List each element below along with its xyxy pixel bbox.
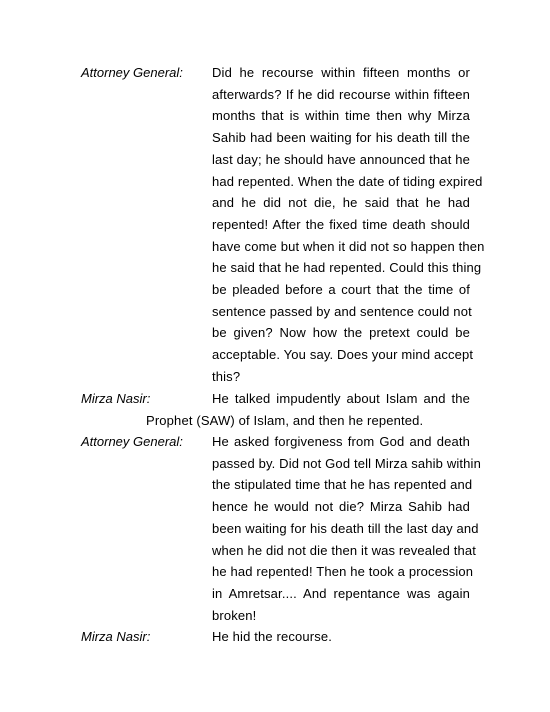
speech-line: afterwards? If he did recourse within fifteen	[212, 86, 470, 102]
speech-line: passed by. Did not God tell Mirza sahib within	[212, 455, 481, 471]
speech-line: be given? Now how the pretext could be	[212, 325, 470, 341]
speech-line: hence he would not die? Mirza Sahib had	[212, 499, 470, 515]
speech-line: and he did not die, he said that he had	[212, 195, 470, 211]
speech-line: he said that he had repented. Could this thing	[212, 260, 482, 276]
speech-text	[212, 626, 470, 648]
speech-line: he had repented! Then he took a procession	[212, 564, 474, 580]
speech-line: have come but when it did not so happen then	[212, 238, 485, 254]
speech-line: He talked impudently about Islam and the	[212, 391, 470, 406]
speech-line: this?	[212, 368, 241, 384]
speech-line: months that is within time then why Mirza	[212, 108, 470, 124]
speaker-label: Attorney General:	[81, 65, 183, 80]
speech-line: when he did not die then it was revealed that	[212, 542, 477, 558]
speech-text	[146, 388, 470, 431]
speech-continuation-line: Prophet (SAW) of Islam, and then he repented.	[146, 412, 424, 428]
dialogue-entry-3	[81, 431, 481, 626]
speech-text	[212, 431, 481, 626]
speech-line: the stipulated time that he has repented and	[212, 477, 473, 493]
speech-line: last day; he should have announced that he	[212, 151, 470, 167]
speech-line: be pleaded before a court that the time of	[212, 282, 470, 298]
speech-line: broken!	[212, 607, 257, 623]
speech-line: sentence passed by and sentence could not	[212, 303, 472, 319]
speech-line: been waiting for his death till the last day and	[212, 520, 479, 536]
speech-line: He hid the recourse.	[212, 629, 333, 644]
speech-line: He asked forgiveness from God and death	[212, 434, 470, 449]
speaker-label: Mirza Nasir:	[81, 391, 151, 406]
speech-line: had repented. When the date of tiding expired	[212, 173, 483, 189]
dialogue-entry-1	[81, 62, 485, 388]
speech-line: in Amretsar.... And repentance was again	[212, 585, 470, 601]
dialogue-entry-4	[81, 626, 470, 648]
dialogue-entry-2	[81, 388, 470, 431]
speech-text	[212, 62, 485, 388]
speech-line: Sahib had been waiting for his death till the	[212, 130, 470, 146]
speech-line: repented! After the fixed time death should	[212, 216, 470, 232]
speech-line: acceptable. You say. Does your mind accept	[212, 347, 474, 363]
speech-line: Did he recourse within fifteen months or	[212, 65, 470, 80]
speaker-label: Mirza Nasir:	[81, 629, 151, 644]
speaker-label: Attorney General:	[81, 434, 183, 449]
